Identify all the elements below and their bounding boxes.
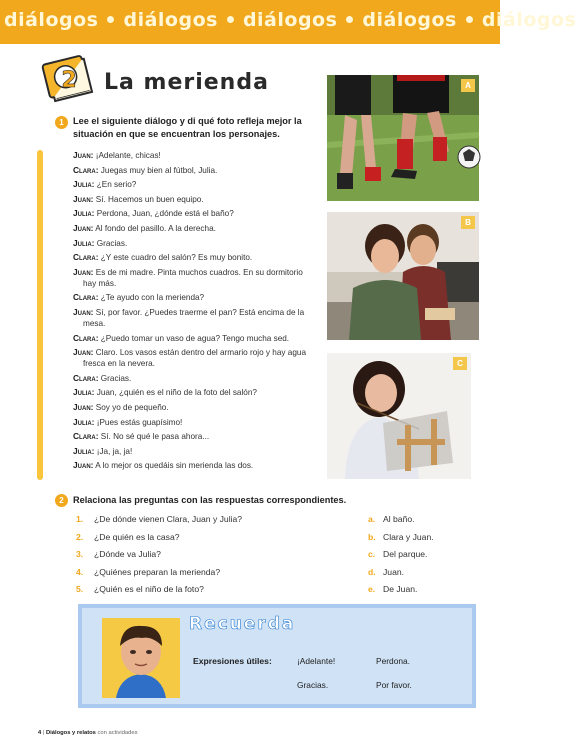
- answer-letter: e.: [368, 584, 376, 595]
- dialog-line: [73, 223, 313, 234]
- dialog-line: [73, 402, 313, 413]
- dialog-text: ¿Puedo tomar un vaso de agua? Tengo mucha sed.: [100, 333, 290, 343]
- dialog-line: [73, 179, 313, 190]
- question-number: 2.: [76, 531, 84, 542]
- bullet-icon: [227, 16, 234, 23]
- expression-por-favor: Por favor.: [376, 680, 412, 690]
- book-title: Diálogos y relatos: [45, 730, 96, 736]
- dialog-line: [73, 165, 313, 176]
- speaker-name: Clara:: [73, 372, 99, 383]
- dialog-text: Gracias.: [100, 373, 132, 383]
- dialog-text: Perdona, Juan, ¿dónde está el baño?: [96, 209, 234, 219]
- photo-c-painting: [327, 353, 471, 479]
- book-subtitle: con actividades: [97, 730, 138, 736]
- photo-c-label: C: [453, 357, 467, 370]
- speaker-name: Juan:: [73, 306, 94, 317]
- speaker-name: Clara:: [73, 164, 99, 175]
- page-number: 4: [38, 730, 42, 736]
- answer-text: Clara y Juan.: [383, 531, 434, 542]
- speaker-name: Clara:: [73, 252, 99, 263]
- dialog-line: [73, 292, 313, 303]
- speaker-name: Clara:: [73, 431, 99, 442]
- dialog-list: [73, 150, 313, 475]
- book-number-icon: [40, 53, 98, 103]
- dialog-line: [73, 387, 313, 398]
- dialog-line: [73, 238, 313, 249]
- dialog-line: [73, 373, 313, 384]
- header-banner: [0, 0, 576, 44]
- bullet-icon: [107, 16, 114, 23]
- answer-text: Juan.: [383, 566, 405, 577]
- dialog-line: [73, 208, 313, 219]
- speaker-name: Julia:: [73, 237, 95, 248]
- banner-word: diálogos: [362, 9, 457, 31]
- dialog-text: ¿Te ayudo con la merienda?: [100, 293, 205, 303]
- speaker-name: Clara:: [73, 292, 99, 303]
- dialog-text: Soy yo de pequeño.: [95, 402, 169, 412]
- dialog-text: Juan, ¿quién es el niño de la foto del salón?: [96, 388, 257, 398]
- activity-1-number: 1: [55, 116, 68, 129]
- dialog-text: ¡Adelante, chicas!: [95, 151, 161, 160]
- dialog-line: [73, 194, 313, 205]
- question-number: 1.: [76, 514, 84, 524]
- dialog-text: Sí, por favor. ¿Puedes traerme el pan? Está encima de la mesa.: [83, 307, 305, 328]
- dialog-line: [73, 460, 313, 471]
- dialog-line: [73, 446, 313, 457]
- photo-b-kitchen: [327, 212, 479, 340]
- speaker-name: Juan:: [73, 347, 94, 358]
- speaker-name: Juan:: [73, 150, 94, 160]
- speaker-name: Julia:: [73, 387, 95, 398]
- dialog-line: [73, 431, 313, 442]
- dialog-text: Es de mi madre. Pinta muchos cuadros. En su dormitorio hay más.: [83, 267, 303, 288]
- bullet-icon: [466, 16, 473, 23]
- photo-a-soccer: [327, 75, 479, 201]
- answer-text: De Juan.: [383, 584, 418, 595]
- dialog-text: Gracias.: [96, 238, 128, 248]
- banner-word: diálogos: [123, 9, 218, 31]
- dialog-line: [73, 267, 313, 289]
- question-text: ¿De quién es la casa?: [94, 531, 180, 542]
- speaker-name: Julia:: [73, 416, 95, 427]
- dialog-text: ¿En serio?: [96, 180, 137, 190]
- lesson-title: La merienda: [104, 70, 269, 95]
- banner-word: diálogos: [4, 9, 99, 31]
- boy-photo: [102, 618, 180, 698]
- expression-adelante: ¡Adelante!: [297, 656, 336, 666]
- speaker-name: Juan:: [73, 401, 94, 412]
- dialog-text: A lo mejor os quedáis sin merienda las dos.: [95, 461, 254, 471]
- dialog-text: ¡Pues estás guapísimo!: [96, 417, 183, 427]
- speaker-name: Julia:: [73, 445, 95, 456]
- speaker-name: Juan:: [73, 460, 94, 471]
- dialog-line: [73, 417, 313, 428]
- question-text: ¿Quién es el niño de la foto?: [94, 584, 204, 595]
- page-footer: 4 | Diálogos y relatos con actividades: [38, 730, 138, 736]
- activity-2-instruction: Relaciona las preguntas con las respuestas correspondientes.: [73, 495, 347, 505]
- recuerda-title: Recuerda: [189, 614, 296, 634]
- answer-letter: a.: [368, 514, 376, 524]
- banner-word: diálogos: [481, 9, 576, 31]
- dialog-line: [73, 347, 313, 369]
- speaker-name: Juan:: [73, 266, 94, 277]
- dialog-text: ¿Y este cuadro del salón? Es muy bonito.: [100, 253, 253, 263]
- speaker-name: Clara:: [73, 332, 99, 343]
- speaker-name: Juan:: [73, 222, 94, 233]
- expression-perdona: Perdona.: [376, 656, 410, 666]
- answer-letter: d.: [368, 566, 376, 577]
- banner-repeated-text: [4, 9, 576, 31]
- speaker-name: Julia:: [73, 179, 95, 190]
- dialog-text: Sí. No sé qué le pasa ahora...: [100, 432, 210, 442]
- answer-letter: b.: [368, 531, 376, 542]
- dialog-text: Claro. Los vasos están dentro del armario rojo y hay agua fresca en la nevera.: [83, 348, 306, 369]
- photo-a-label: A: [461, 79, 475, 92]
- recuerda-box: [78, 604, 476, 708]
- speaker-name: Julia:: [73, 208, 95, 219]
- question-text: ¿Quiénes preparan la merienda?: [94, 566, 221, 577]
- question-number: 4.: [76, 566, 84, 577]
- useful-expressions-label: Expresiones útiles:: [193, 656, 272, 666]
- photo-b-label: B: [461, 216, 475, 229]
- dialog-line: [73, 150, 313, 161]
- dialog-line: [73, 333, 313, 344]
- expression-gracias: Gracias.: [297, 680, 329, 690]
- activity-2-number: 2: [55, 494, 68, 507]
- lesson-number: 2: [61, 68, 77, 93]
- activity-1-instruction: Lee el siguiente diálogo y di qué foto refleja mejor la situación en que se encuentran los personajes.: [73, 116, 302, 139]
- dialog-line: [73, 252, 313, 263]
- bullet-icon: [346, 16, 353, 23]
- dialog-text: ¡Ja, ja, ja!: [96, 446, 133, 456]
- question-number: 5.: [76, 584, 84, 595]
- question-text: ¿De dónde vienen Clara, Juan y Julia?: [94, 514, 243, 524]
- side-accent-bar: [37, 150, 43, 480]
- dialog-line: [73, 307, 313, 329]
- speaker-name: Juan:: [73, 193, 94, 204]
- answer-letter: c.: [368, 549, 376, 560]
- dialog-text: Juegas muy bien al fútbol, Julia.: [100, 165, 218, 175]
- banner-word: diálogos: [242, 9, 338, 31]
- answer-text: Del parque.: [383, 549, 428, 560]
- question-number: 3.: [76, 549, 84, 560]
- dialog-text: Al fondo del pasillo. A la derecha.: [95, 223, 216, 233]
- dialog-text: Sí. Hacemos un buen equipo.: [95, 194, 204, 204]
- question-text: ¿Dónde va Julia?: [94, 549, 161, 560]
- answer-text: Al baño.: [383, 514, 415, 524]
